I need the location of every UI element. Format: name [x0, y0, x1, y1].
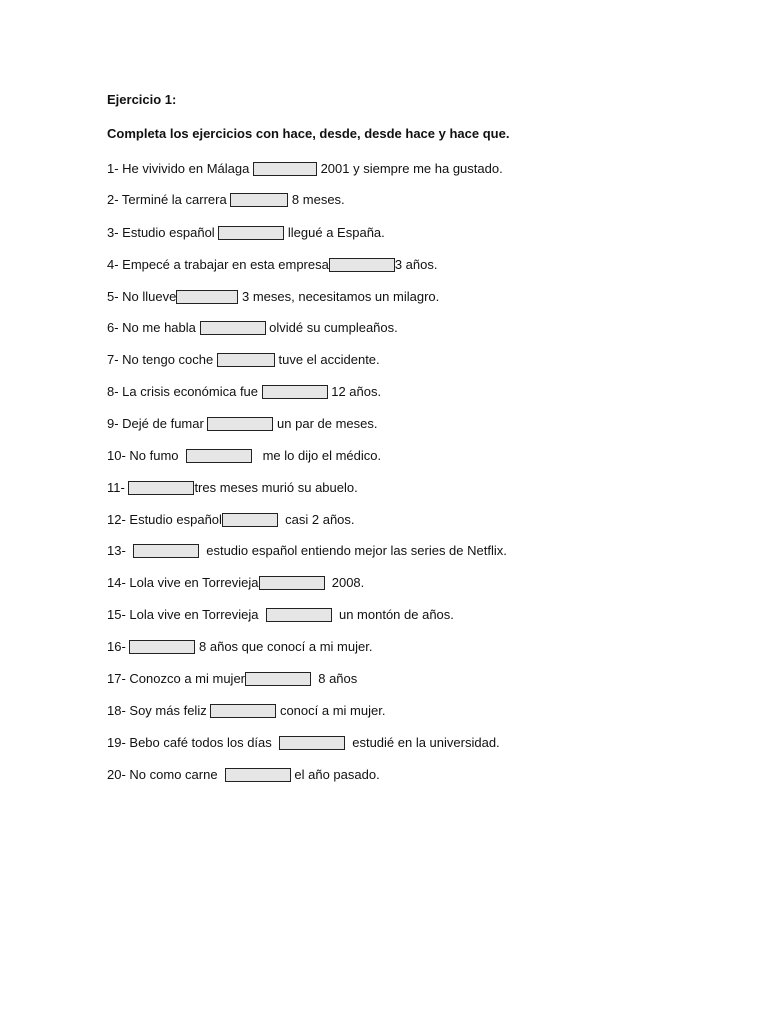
exercise-text-after: 8 meses.: [288, 192, 345, 207]
answer-blank-field[interactable]: [230, 193, 288, 207]
instruction-text: Completa los ejercicios con hace, desde, desde hace y hace que.: [107, 126, 510, 141]
exercise-text-after: 12 años.: [327, 384, 382, 399]
exercise-item: [107, 192, 345, 208]
exercise-item: [107, 607, 454, 623]
exercise-text-before: 16-: [107, 639, 130, 654]
exercise-text-before: 1- He vivivido en Málaga: [107, 161, 253, 176]
answer-blank-field[interactable]: [129, 640, 195, 654]
exercise-text-after: 3 meses, necesitamos un milagro.: [238, 289, 440, 304]
exercise-item: [107, 225, 385, 241]
exercise-item: [107, 352, 380, 368]
exercise-text-before: 14- Lola vive en Torrevieja: [107, 575, 259, 590]
exercise-text-before: 9- Dejé de fumar: [107, 416, 208, 431]
answer-blank-field[interactable]: [329, 258, 395, 272]
answer-blank-field[interactable]: [133, 544, 199, 558]
exercise-text-before: 8- La crisis económica fue: [107, 384, 262, 399]
exercise-text-after: estudio español entiendo mejor las series de Netflix.: [199, 543, 507, 558]
exercise-text-after: un montón de años.: [331, 607, 454, 622]
answer-blank-field[interactable]: [200, 321, 266, 335]
answer-blank-field[interactable]: [262, 385, 328, 399]
exercise-title: Ejercicio 1:: [107, 92, 177, 107]
exercise-text-after: tuve el accidente.: [274, 352, 380, 367]
exercise-item: [107, 703, 385, 719]
answer-blank-field[interactable]: [128, 481, 194, 495]
answer-blank-field[interactable]: [225, 768, 291, 782]
exercise-text-after: 3 años.: [394, 257, 438, 272]
exercise-item: [107, 543, 507, 559]
exercise-item: [107, 767, 380, 783]
answer-blank-field[interactable]: [266, 608, 332, 622]
exercise-text-after: 2001 y siempre me ha gustado.: [316, 161, 503, 176]
exercise-item: [107, 320, 398, 336]
exercise-text-after: el año pasado.: [290, 767, 380, 782]
answer-blank-field[interactable]: [245, 672, 311, 686]
exercise-text-before: 13-: [107, 543, 134, 558]
exercise-text-before: 20- No como carne: [107, 767, 225, 782]
exercise-text-before: 3- Estudio español: [107, 225, 219, 240]
exercise-text-before: 2- Terminé la carrera: [107, 192, 231, 207]
exercise-text-before: 19- Bebo café todos los días: [107, 735, 279, 750]
answer-blank-field[interactable]: [210, 704, 276, 718]
exercise-text-after: llegué a España.: [284, 225, 385, 240]
exercise-text-after: 2008.: [324, 575, 365, 590]
exercise-item: [107, 639, 372, 655]
exercise-item: [107, 257, 438, 273]
exercise-text-before: 5- No llueve: [107, 289, 177, 304]
exercise-item: [107, 416, 378, 432]
exercise-text-before: 17- Conozco a mi mujer: [107, 671, 245, 686]
exercise-item: [107, 575, 364, 591]
exercise-text-after: olvidé su cumpleaños.: [265, 320, 398, 335]
exercise-item: [107, 735, 500, 751]
exercise-text-before: 7- No tengo coche: [107, 352, 217, 367]
exercise-item: [107, 512, 355, 528]
exercise-text-after: estudié en la universidad.: [345, 735, 500, 750]
exercise-item: [107, 289, 439, 305]
answer-blank-field[interactable]: [253, 162, 317, 176]
exercise-item: [107, 448, 381, 464]
answer-blank-field[interactable]: [218, 226, 284, 240]
exercise-item: [107, 480, 358, 496]
exercise-text-after: casi 2 años.: [277, 512, 355, 527]
exercise-item: [107, 161, 503, 177]
answer-blank-field[interactable]: [207, 417, 273, 431]
exercise-text-before: 6- No me habla: [107, 320, 200, 335]
exercise-item: [107, 671, 357, 687]
answer-blank-field[interactable]: [186, 449, 252, 463]
answer-blank-field[interactable]: [259, 576, 325, 590]
exercise-text-after: me lo dijo el médico.: [251, 448, 382, 463]
exercise-text-after: un par de meses.: [273, 416, 378, 431]
exercise-text-before: 12- Estudio español: [107, 512, 222, 527]
exercise-text-before: 4- Empecé a trabajar en esta empresa: [107, 257, 329, 272]
exercise-text-after: 8 años: [311, 671, 358, 686]
answer-blank-field[interactable]: [222, 513, 278, 527]
exercise-item: [107, 384, 381, 400]
answer-blank-field[interactable]: [279, 736, 345, 750]
exercise-text-before: 10- No fumo: [107, 448, 186, 463]
exercise-text-before: 18- Soy más feliz: [107, 703, 211, 718]
exercise-text-after: conocí a mi mujer.: [276, 703, 386, 718]
answer-blank-field[interactable]: [217, 353, 275, 367]
exercise-text-after: 8 años que conocí a mi mujer.: [195, 639, 373, 654]
exercise-text-before: 11-: [107, 480, 129, 495]
exercise-text-before: 15- Lola vive en Torrevieja: [107, 607, 266, 622]
exercise-text-after: tres meses murió su abuelo.: [194, 480, 358, 495]
answer-blank-field[interactable]: [176, 290, 238, 304]
